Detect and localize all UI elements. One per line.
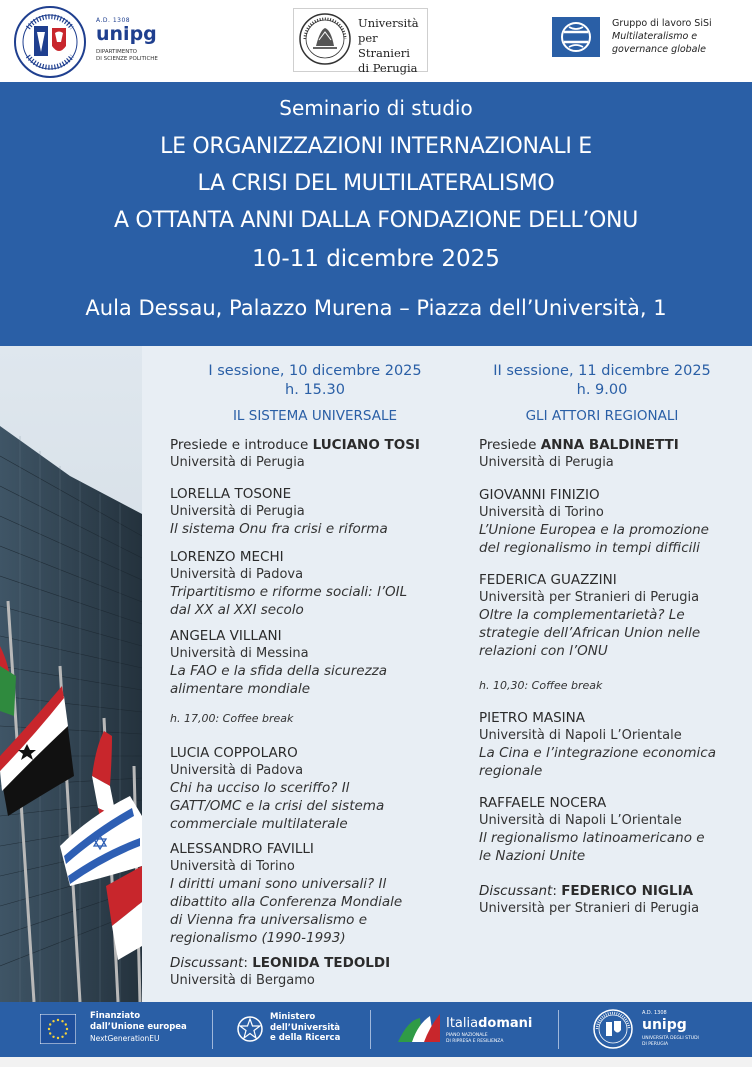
unipg-footer-seal-icon — [592, 1008, 634, 1050]
speaker-affiliation: Università di Padova — [170, 567, 304, 582]
discussant-affiliation: Università per Stranieri di Perugia — [479, 901, 700, 916]
stranieri-line-2: per Stranieri — [358, 31, 410, 60]
discussant-line: Discussant: FEDERICO NIGLIA — [479, 883, 694, 899]
event-dates: 10-11 dicembre 2025 — [252, 246, 500, 272]
speaker-affiliation: Università di Messina — [170, 646, 309, 661]
session-1-chair — [170, 436, 450, 471]
speaker-block — [170, 627, 450, 698]
mur-line-1: Ministero — [270, 1012, 316, 1022]
session-1-time: h. 15.30 — [285, 382, 345, 398]
stranieri-name — [358, 16, 427, 76]
seminar-kicker: Seminario di studio — [279, 96, 473, 120]
discussant-affiliation: Università di Bergamo — [170, 973, 315, 988]
footer-divider — [558, 1010, 559, 1049]
footer-divider — [370, 1010, 371, 1049]
speaker-name: LORENZO MECHI — [170, 549, 284, 565]
unipg-ad-label: A.D. 1308 — [96, 17, 131, 24]
mur-text — [270, 1012, 340, 1044]
talk-title: L’Unione Europea e la promozione del regionalismo in tempi difficili — [479, 522, 709, 556]
sisi-line-2: Multilateralismo e — [612, 31, 698, 42]
italiadomani-logo — [392, 1002, 552, 1057]
session-2-time: h. 9.00 — [576, 382, 628, 398]
eu-line-3: NextGenerationEU — [90, 1034, 160, 1043]
mur-logo — [232, 1002, 372, 1057]
session-2-chair — [479, 436, 752, 471]
speaker-affiliation: Università di Torino — [170, 859, 295, 874]
session-2-heading: II sessione, 11 dicembre 2025 — [493, 363, 711, 379]
italiadomani-sub: PIANO NAZIONALE DI RIPRESA E RESILIENZA — [446, 1033, 504, 1044]
speaker-name: PIETRO MASINA — [479, 710, 585, 726]
speaker-block — [170, 840, 450, 947]
footer-unipg-sub: UNIVERSITÀ DEGLI STUDI DI PERUGIA — [642, 1036, 699, 1047]
footer-unipg-wordmark: unipg — [642, 1017, 687, 1033]
talk-title: Il sistema Onu fra crisi e riforma — [170, 521, 388, 537]
speaker-affiliation: Università di Napoli L’Orientale — [479, 728, 682, 743]
sisi-line-3: governance globale — [612, 44, 706, 55]
speaker-block — [479, 794, 752, 865]
session-1-heading: I sessione, 10 dicembre 2025 — [208, 363, 422, 379]
unipg-seal-icon — [14, 6, 86, 78]
speaker-block — [170, 548, 450, 619]
bottom-margin — [0, 1057, 752, 1067]
speaker-name: RAFFAELE NOCERA — [479, 795, 607, 811]
dept-line-2: DI SCIENZE POLITICHE — [96, 56, 158, 62]
talk-title: I diritti umani sono universali? Il dibattito alla Conferenza Mondiale di Vienna fra universalismo e regionalismo (1990-1993) — [170, 876, 403, 946]
eu-line-2: dall’Unione europea — [90, 1022, 187, 1032]
session-2-discussant — [479, 882, 752, 917]
unipg-footer-logo — [590, 1002, 730, 1057]
talk-title: Chi ha ucciso lo sceriffo? Il GATT/OMC e la crisi del sistema commerciale multilaterale — [170, 780, 385, 832]
speaker-affiliation: Università di Torino — [479, 505, 604, 520]
speaker-block — [479, 571, 752, 660]
coffee-break — [479, 679, 752, 693]
speaker-name: LORELLA TOSONE — [170, 486, 292, 502]
speaker-affiliation: Università di Padova — [170, 763, 304, 778]
speaker-name: ALESSANDRO FAVILLI — [170, 841, 314, 857]
dept-line-1: DIPARTIMENTO — [96, 49, 138, 55]
eu-line-1: Finanziato — [90, 1011, 141, 1021]
eu-funding-logo — [38, 1002, 208, 1057]
footer-unipg-ad: A.D. 1308 — [642, 1010, 667, 1016]
title-line-2: LA CRISI DEL MULTILATERALISMO — [197, 171, 555, 196]
sisi-group-label — [612, 17, 712, 56]
mur-emblem-icon — [236, 1015, 264, 1043]
session-2-theme: GLI ATTORI REGIONALI — [525, 408, 679, 424]
stranieri-logo — [293, 8, 428, 75]
logo-header — [0, 0, 752, 82]
speaker-name: ANGELA VILLANI — [170, 628, 282, 644]
sisi-line-1: Gruppo di lavoro SiSi — [612, 18, 712, 29]
talk-title: Il regionalismo latinoamericano e le Nazioni Unite — [479, 830, 705, 864]
speaker-block — [479, 486, 752, 557]
speaker-name: LUCIA COPPOLARO — [170, 745, 298, 761]
speaker-affiliation: Università di Napoli L’Orientale — [479, 813, 682, 828]
un-building-photo — [0, 346, 142, 1002]
talk-title: La FAO e la sfida della sicurezza alimentare mondiale — [170, 663, 388, 697]
speaker-block — [170, 744, 450, 833]
speaker-block — [479, 709, 752, 780]
session-2-column — [472, 346, 732, 425]
italy-flag-icon — [394, 1012, 442, 1044]
speaker-affiliation: Università per Stranieri di Perugia — [479, 590, 700, 605]
mur-line-2: dell’Università — [270, 1022, 341, 1033]
stranieri-seal-icon — [298, 12, 352, 66]
chair-affiliation: Università di Perugia — [479, 455, 614, 470]
discussant-line: Discussant: LEONIDA TEDOLDI — [170, 955, 391, 971]
speaker-name: GIOVANNI FINIZIO — [479, 487, 600, 503]
programme-panel — [142, 346, 752, 1002]
title-line-1: LE ORGANIZZAZIONI INTERNAZIONALI E — [160, 134, 592, 159]
eu-flag-icon — [40, 1014, 76, 1044]
funding-footer — [0, 1002, 752, 1057]
chair-affiliation: Università di Perugia — [170, 455, 305, 470]
session-1-column — [170, 346, 460, 425]
speaker-affiliation: Università di Perugia — [170, 504, 305, 519]
chair-line: Presiede ANNA BALDINETTI — [479, 437, 679, 453]
talk-title: Tripartitismo e riforme sociali: l’OIL dal XX al XXI secolo — [170, 584, 408, 618]
chair-line: Presiede e introduce LUCIANO TOSI — [170, 437, 420, 453]
stranieri-line-1: Università — [358, 16, 419, 30]
coffee-break-text: h. 10,30: Coffee break — [479, 679, 603, 692]
session-1-theme: IL SISTEMA UNIVERSALE — [232, 408, 398, 424]
eu-funding-text — [90, 1011, 187, 1044]
footer-divider — [212, 1010, 213, 1049]
talk-title: Oltre la complementarietà? Le strategie dell’African Union nelle relazioni con l’ONU — [479, 607, 701, 659]
title-band — [0, 82, 752, 346]
mur-line-3: e della Ricerca — [270, 1033, 341, 1043]
italiadomani-wordmark: Italiadomani — [446, 1016, 533, 1031]
talk-title: La Cina e l’integrazione economica regionale — [479, 745, 716, 779]
title-line-3: A OTTANTA ANNI DALLA FONDAZIONE DELL’ONU — [113, 208, 638, 233]
session-1-discussant — [170, 954, 450, 989]
event-venue: Aula Dessau, Palazzo Murena – Piazza dell’Università, 1 — [85, 296, 667, 320]
unipg-logo — [96, 17, 158, 63]
coffee-break — [170, 712, 450, 726]
speaker-block — [170, 485, 450, 538]
coffee-break-text: h. 17,00: Coffee break — [170, 712, 294, 725]
sisi-logo-icon — [552, 17, 600, 57]
speaker-name: FEDERICA GUAZZINI — [479, 572, 617, 588]
unipg-wordmark: unipg — [96, 23, 157, 45]
stranieri-line-3: di Perugia — [358, 61, 418, 75]
